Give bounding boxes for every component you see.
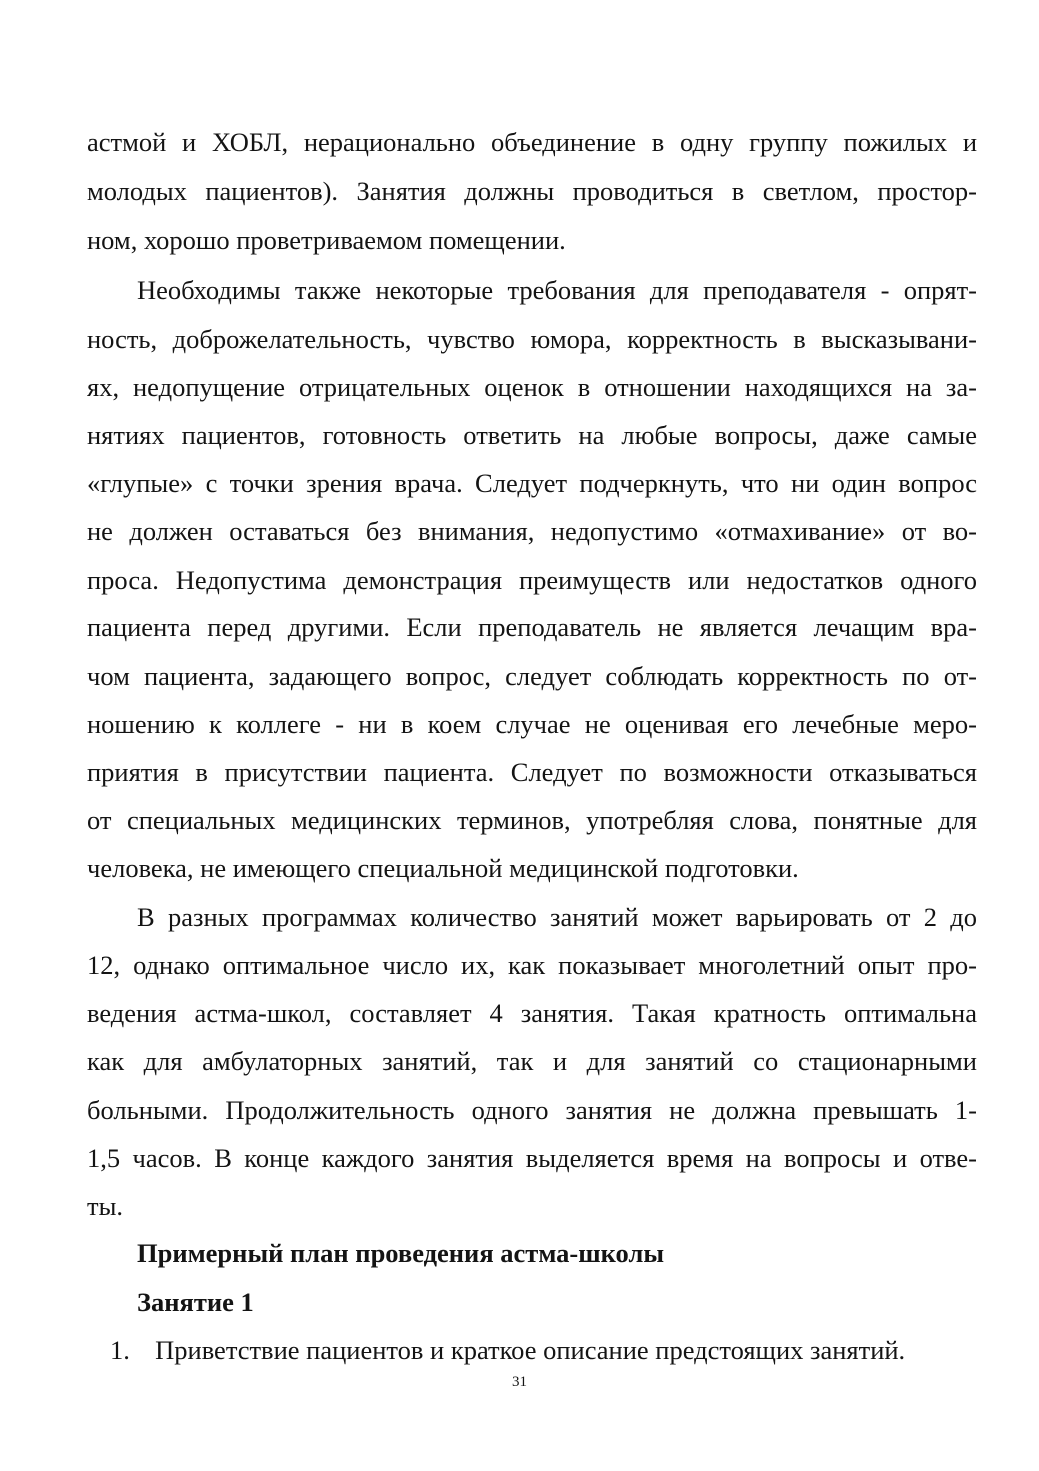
paragraph-line: ном, хорошо проветриваемом помещении. xyxy=(87,225,566,255)
paragraph-line: пациента перед другими. Если преподаватель не является лечащим вра- xyxy=(87,612,977,642)
paragraph-line: ность, доброжелательность, чувство юмора, корректность в высказывани- xyxy=(87,324,977,354)
paragraph-line: ношению к коллеге - ни в коем случае не оценивая его лечебные меро- xyxy=(87,709,977,739)
list-item-number: 1. xyxy=(110,1335,130,1365)
section-heading: Примерный план проведения астма-школы xyxy=(137,1238,665,1268)
paragraph-line: ях, недопущение отрицательных оценок в отношении находящихся на за- xyxy=(87,372,977,402)
lesson-heading: Занятие 1 xyxy=(137,1287,254,1317)
paragraph-line: приятия в присутствии пациента. Следует по возможности отказываться xyxy=(87,757,977,787)
paragraph-line: человека, не имеющего специальной медицинской подготовки. xyxy=(87,853,799,883)
paragraph-line: ведения астма-школ, составляет 4 занятия. Такая кратность оптимальна xyxy=(87,998,977,1028)
paragraph-line: астмой и ХОБЛ, нерационально объединение в одну группу пожилых и xyxy=(87,127,977,157)
paragraph-line: чом пациента, задающего вопрос, следует соблюдать корректность по от- xyxy=(87,661,977,691)
paragraph-line: молодых пациентов). Занятия должны проводиться в светлом, простор- xyxy=(87,176,977,206)
paragraph-line: 12, однако оптимальное число их, как показывает многолетний опыт про- xyxy=(87,950,977,980)
paragraph-line: как для амбулаторных занятий, так и для занятий со стационарными xyxy=(87,1046,977,1076)
paragraph-line: проса. Недопустима демонстрация преимуществ или недостатков одного xyxy=(87,565,977,595)
paragraph-line: от специальных медицинских терминов, употребляя слова, понятные для xyxy=(87,805,977,835)
paragraph-line: ты. xyxy=(87,1191,124,1221)
paragraph-line: Необходимы также некоторые требования для преподавателя - опрят- xyxy=(137,275,977,305)
paragraph-line: В разных программах количество занятий может варьировать от 2 до xyxy=(137,902,977,932)
paragraph-line: 1,5 часов. В конце каждого занятия выделяется время на вопросы и отве- xyxy=(87,1143,977,1173)
list-item-text: Приветствие пациентов и краткое описание предстоящих занятий. xyxy=(155,1335,906,1365)
list-item xyxy=(110,1335,970,1365)
page-number: 31 xyxy=(512,1374,527,1390)
paragraph-line: больными. Продолжительность одного занятия не должна превышать 1- xyxy=(87,1095,977,1125)
paragraph-line: «глупые» с точки зрения врача. Следует подчеркнуть, что ни один вопрос xyxy=(87,468,977,498)
paragraph-line: не должен оставаться без внимания, недопустимо «отмахивание» от во- xyxy=(87,516,977,546)
paragraph-line: нятиях пациентов, готовность ответить на любые вопросы, даже самые xyxy=(87,420,977,450)
